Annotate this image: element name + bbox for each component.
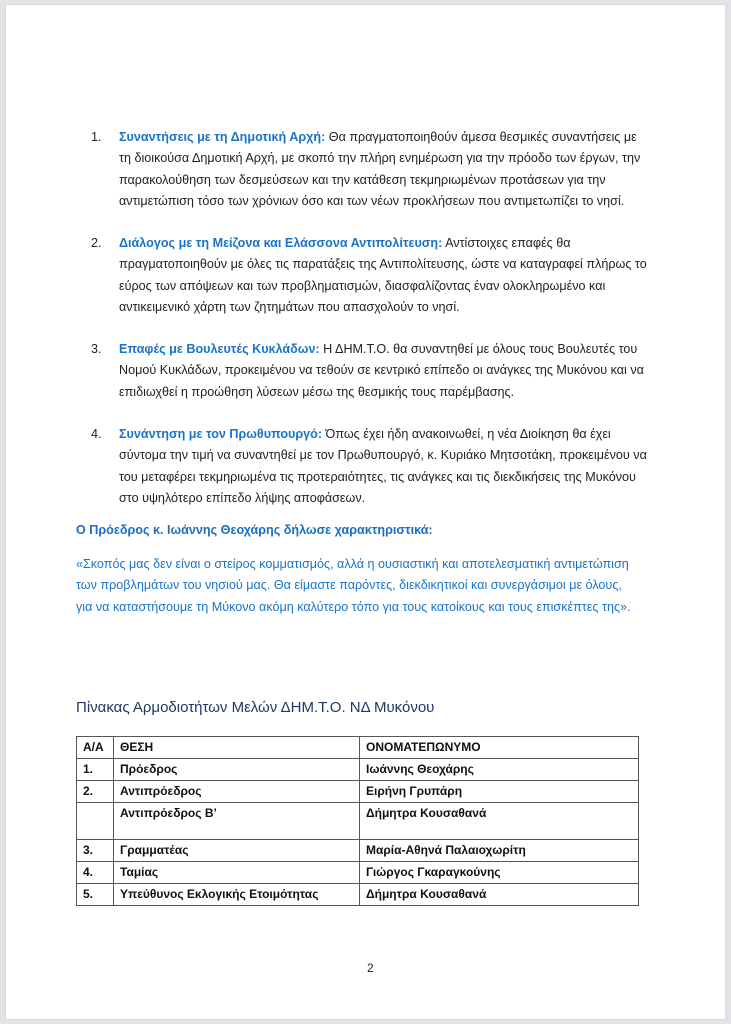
table-row — [77, 759, 639, 781]
table-row — [77, 803, 639, 840]
list-number: 3. — [91, 342, 102, 356]
header-aa: Α/Α — [77, 737, 114, 759]
cell-fullname: Ιωάννης Θεοχάρης — [360, 759, 639, 781]
header-fullname: ΟΝΟΜΑΤΕΠΩΝΥΜΟ — [360, 737, 639, 759]
cell-position: Γραμματέας — [114, 840, 360, 862]
cell-aa: 3. — [77, 840, 114, 862]
table-header-row — [77, 737, 639, 759]
list-item-text: Θα πραγματοποιηθούν άμεσα θεσμικές συναντήσεις με τη διοικούσα Δημοτική Αρχή, με σκοπό την πλήρη ενημέρωση για την πρόοδο των έργων, την παρακολούθηση των δεσμεύσεων και την κατάθεση τεκμηριωμένων προτάσεων για την αντιμετώπιση τόσο των χρόνιων όσο και των νέων προκλήσεων που αντιμετωπίζει το νησί. — [119, 130, 641, 208]
list-item-opposition-dialogue — [91, 233, 651, 318]
list-item-municipal-authority — [91, 127, 651, 212]
header-position: ΘΕΣΗ — [114, 737, 360, 759]
cell-aa: 5. — [77, 884, 114, 906]
list-number: 4. — [91, 427, 102, 441]
table-row — [77, 884, 639, 906]
cell-aa: 1. — [77, 759, 114, 781]
list-item-text: Η ΔΗΜ.Τ.Ο. θα συναντηθεί με όλους τους Βουλευτές του Νομού Κυκλάδων, προκειμένου να τεθούν σε κεντρικό επίπεδο οι ανάγκες της Μυκόνου και να επιδιωχθεί η προώθηση λύσεων μέσω της θεσμικής τους παρέμβασης. — [119, 342, 644, 399]
cell-fullname: Δήμητρα Κουσαθανά — [360, 803, 639, 840]
table-row — [77, 840, 639, 862]
list-item-prime-minister — [91, 424, 651, 509]
cell-aa — [77, 803, 114, 840]
cell-fullname: Δήμητρα Κουσαθανά — [360, 884, 639, 906]
page-number: 2 — [367, 961, 374, 975]
list-item-cyclades-mps — [91, 339, 651, 403]
cell-position: Αντιπρόεδρος — [114, 781, 360, 803]
cell-aa: 2. — [77, 781, 114, 803]
cell-fullname: Μαρία-Αθηνά Παλαιοχωρίτη — [360, 840, 639, 862]
cell-position: Αντιπρόεδρος Β’ — [114, 803, 360, 840]
cell-position: Ταμίας — [114, 862, 360, 884]
president-quote: «Σκοπός μας δεν είναι ο στείρος κομματισμός, αλλά η ουσιαστική και αποτελεσματική αντιμετώπιση των προβλημάτων του νησιού μας. Θα είμαστε παρόντες, διεκδικητικοί και συνεργάσιμοι με όλους, για να καταστήσουμε τη Μύκονο ακόμη καλύτερο τόπο για τους κατοίκους και τους επισκέπτες της». — [76, 557, 631, 614]
cell-aa: 4. — [77, 862, 114, 884]
cell-position: Πρόεδρος — [114, 759, 360, 781]
members-table — [76, 736, 639, 906]
list-item-label: Συναντήσεις με τη Δημοτική Αρχή: — [119, 130, 326, 144]
statement-heading: Ο Πρόεδρος κ. Ιωάννης Θεοχάρης δήλωσε χαρακτηριστικά: — [76, 523, 433, 537]
list-item-label: Επαφές με Βουλευτές Κυκλάδων: — [119, 342, 320, 356]
list-item-label: Συνάντηση με τον Πρωθυπουργό: — [119, 427, 323, 441]
list-item-text: Αντίστοιχες επαφές θα πραγματοποιηθούν με όλες τις παρατάξεις της Αντιπολίτευσης, ώστε να καταγραφεί πλήρως το εύρος των απόψεων και των προβληματισμών, διασφαλίζοντας έναν ολοκληρωμένο και αντικειμενικό χάρτη των ζητημάτων που απασχολούν το νησί. — [119, 236, 647, 314]
document-page — [6, 5, 725, 1019]
table-row — [77, 862, 639, 884]
cell-fullname: Γιώργος Γκαραγκούνης — [360, 862, 639, 884]
table-title: Πίνακας Αρμοδιοτήτων Μελών ΔΗΜ.Τ.Ο. ΝΔ Μυκόνου — [76, 699, 435, 716]
table-row — [77, 781, 639, 803]
cell-position: Υπεύθυνος Εκλογικής Ετοιμότητας — [114, 884, 360, 906]
list-item-text: Όπως έχει ήδη ανακοινωθεί, η νέα Διοίκηση θα έχει σύντομα την τιμή να συναντηθεί με τον Πρωθυπουργό, κ. Κυριάκο Μητσοτάκη, προκειμένου να του μεταφέρει τεκμηριωμένα τις προτεραιότητες, τις ανάγκες και τις διεκδικήσεις της Μυκόνου στο υψηλότερο επίπεδο λήψης αποφάσεων. — [119, 427, 647, 505]
list-item-label: Διάλογος με τη Μείζονα και Ελάσσονα Αντιπολίτευση: — [119, 236, 443, 250]
list-number: 2. — [91, 236, 102, 250]
cell-fullname: Ειρήνη Γρυπάρη — [360, 781, 639, 803]
list-number: 1. — [91, 130, 102, 144]
